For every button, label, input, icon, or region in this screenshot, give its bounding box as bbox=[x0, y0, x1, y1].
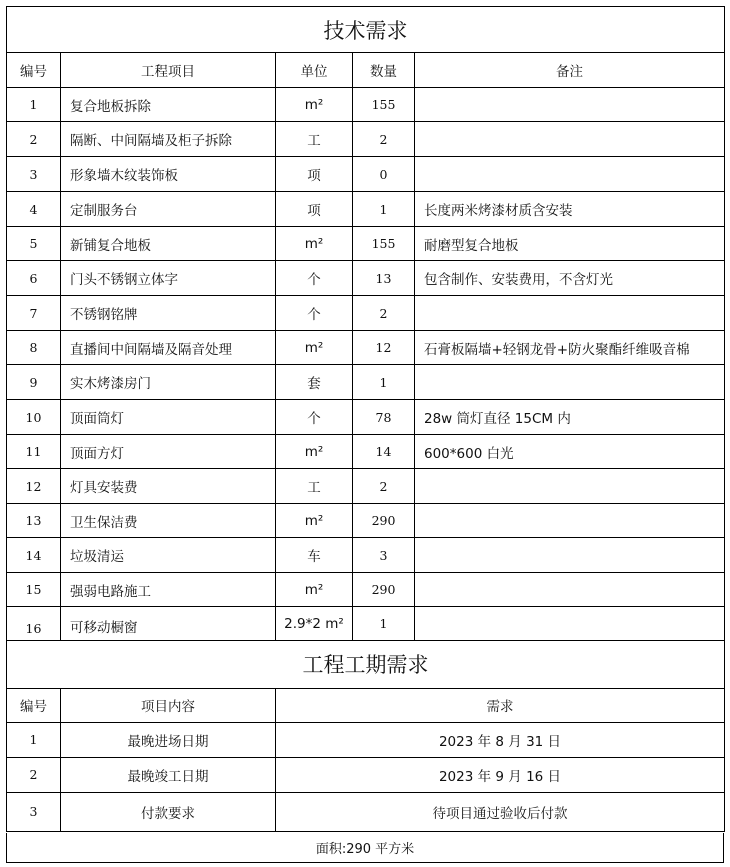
row-no: 13 bbox=[7, 504, 61, 538]
row-item: 卫生保洁费 bbox=[61, 504, 276, 538]
row-no: 7 bbox=[7, 296, 61, 331]
tech-row bbox=[7, 538, 725, 573]
row-item: 可移动橱窗 bbox=[61, 607, 276, 641]
row-note: 石膏板隔墙+轻钢龙骨+防火聚酯纤维吸音棉 bbox=[415, 331, 725, 365]
row-no: 11 bbox=[7, 435, 61, 469]
row-unit: 车 bbox=[276, 538, 353, 573]
row-qty: 2 bbox=[353, 469, 415, 504]
header-no: 编号 bbox=[7, 53, 61, 88]
row-item: 直播间中间隔墙及隔音处理 bbox=[61, 331, 276, 365]
tech-row bbox=[7, 192, 725, 227]
row-item: 强弱电路施工 bbox=[61, 573, 276, 607]
row-no: 15 bbox=[7, 573, 61, 607]
row-unit: 个 bbox=[276, 296, 353, 331]
row-note: 28w 筒灯直径 15CM 内 bbox=[415, 400, 725, 435]
tech-row bbox=[7, 400, 725, 435]
row-no: 3 bbox=[7, 157, 61, 192]
row-unit: 套 bbox=[276, 365, 353, 400]
row-qty: 290 bbox=[353, 573, 415, 607]
row-qty: 2 bbox=[353, 296, 415, 331]
row-note: 长度两米烤漆材质含安装 bbox=[415, 192, 725, 227]
row-unit: 项 bbox=[276, 157, 353, 192]
row-note: 包含制作、安装费用，不含灯光 bbox=[415, 261, 725, 296]
schedule-row-no: 3 bbox=[7, 792, 61, 831]
row-no: 14 bbox=[7, 538, 61, 573]
tech-row bbox=[7, 607, 725, 641]
tech-row bbox=[7, 504, 725, 538]
row-unit: 个 bbox=[276, 400, 353, 435]
schedule-row-req: 待项目通过验收后付款 bbox=[276, 792, 725, 831]
row-no: 12 bbox=[7, 469, 61, 504]
row-no: 5 bbox=[7, 227, 61, 261]
header-qty: 数量 bbox=[353, 53, 415, 88]
tech-title: 技术需求 bbox=[7, 7, 725, 53]
row-unit: 个 bbox=[276, 261, 353, 296]
schedule-row bbox=[7, 722, 725, 757]
schedule-rows bbox=[7, 722, 725, 831]
schedule-row-item: 最晚竣工日期 bbox=[61, 757, 276, 792]
row-qty: 78 bbox=[353, 400, 415, 435]
row-unit: m² bbox=[276, 331, 353, 365]
row-note bbox=[415, 573, 725, 607]
row-note bbox=[415, 365, 725, 400]
row-qty: 1 bbox=[353, 365, 415, 400]
row-note: 耐磨型复合地板 bbox=[415, 227, 725, 261]
row-qty: 14 bbox=[353, 435, 415, 469]
row-unit: m² bbox=[276, 227, 353, 261]
row-item: 形象墙木纹装饰板 bbox=[61, 157, 276, 192]
row-qty: 2 bbox=[353, 122, 415, 157]
schedule-header-req: 需求 bbox=[276, 688, 725, 722]
row-no: 2 bbox=[7, 122, 61, 157]
schedule-row-req: 2023 年 9 月 16 日 bbox=[276, 757, 725, 792]
row-no: 4 bbox=[7, 192, 61, 227]
row-unit: 项 bbox=[276, 192, 353, 227]
row-unit: m² bbox=[276, 573, 353, 607]
row-note bbox=[415, 122, 725, 157]
row-qty: 1 bbox=[353, 192, 415, 227]
row-qty: 155 bbox=[353, 227, 415, 261]
tech-row bbox=[7, 261, 725, 296]
row-qty: 0 bbox=[353, 157, 415, 192]
schedule-header-item: 项目内容 bbox=[61, 688, 276, 722]
row-unit: m² bbox=[276, 88, 353, 122]
tech-row bbox=[7, 365, 725, 400]
row-qty: 3 bbox=[353, 538, 415, 573]
tech-row bbox=[7, 122, 725, 157]
schedule-title: 工程工期需求 bbox=[7, 641, 725, 688]
tech-row bbox=[7, 157, 725, 192]
row-qty: 12 bbox=[353, 331, 415, 365]
schedule-header-no: 编号 bbox=[7, 688, 61, 722]
row-no: 1 bbox=[7, 88, 61, 122]
area-table bbox=[6, 833, 724, 863]
tech-row bbox=[7, 469, 725, 504]
header-item: 工程项目 bbox=[61, 53, 276, 88]
row-item: 不锈钢铭牌 bbox=[61, 296, 276, 331]
row-no: 9 bbox=[7, 365, 61, 400]
row-note: 600*600 白光 bbox=[415, 435, 725, 469]
header-note: 备注 bbox=[415, 53, 725, 88]
row-unit: 工 bbox=[276, 122, 353, 157]
row-item: 垃圾清运 bbox=[61, 538, 276, 573]
row-note bbox=[415, 607, 725, 641]
row-item: 定制服务台 bbox=[61, 192, 276, 227]
header-unit: 单位 bbox=[276, 53, 353, 88]
schedule-row-item: 最晚进场日期 bbox=[61, 722, 276, 757]
schedule-row-item: 付款要求 bbox=[61, 792, 276, 831]
row-unit: m² bbox=[276, 504, 353, 538]
row-note bbox=[415, 157, 725, 192]
tech-row bbox=[7, 331, 725, 365]
row-qty: 155 bbox=[353, 88, 415, 122]
row-no: 16 bbox=[7, 607, 61, 641]
tech-row bbox=[7, 435, 725, 469]
row-no: 8 bbox=[7, 331, 61, 365]
row-note bbox=[415, 538, 725, 573]
row-unit: 2.9*2 m² bbox=[276, 607, 353, 641]
tech-row bbox=[7, 227, 725, 261]
row-no: 6 bbox=[7, 261, 61, 296]
row-unit: 工 bbox=[276, 469, 353, 504]
tech-row bbox=[7, 573, 725, 607]
row-item: 门头不锈钢立体字 bbox=[61, 261, 276, 296]
tech-row bbox=[7, 88, 725, 122]
row-note bbox=[415, 296, 725, 331]
row-item: 实木烤漆房门 bbox=[61, 365, 276, 400]
row-unit: m² bbox=[276, 435, 353, 469]
tech-rows bbox=[7, 88, 725, 641]
schedule-table bbox=[6, 641, 725, 832]
area-text: 面积:290 平方米 bbox=[7, 833, 724, 862]
schedule-row-no: 1 bbox=[7, 722, 61, 757]
row-qty: 1 bbox=[353, 607, 415, 641]
row-note bbox=[415, 504, 725, 538]
row-qty: 13 bbox=[353, 261, 415, 296]
schedule-row-no: 2 bbox=[7, 757, 61, 792]
row-item: 顶面方灯 bbox=[61, 435, 276, 469]
row-note bbox=[415, 469, 725, 504]
row-qty: 290 bbox=[353, 504, 415, 538]
schedule-row bbox=[7, 757, 725, 792]
schedule-row bbox=[7, 792, 725, 831]
row-note bbox=[415, 88, 725, 122]
tech-requirements-table bbox=[6, 6, 725, 641]
row-no: 10 bbox=[7, 400, 61, 435]
schedule-row-req: 2023 年 8 月 31 日 bbox=[276, 722, 725, 757]
tech-row bbox=[7, 296, 725, 331]
row-item: 新铺复合地板 bbox=[61, 227, 276, 261]
row-item: 复合地板拆除 bbox=[61, 88, 276, 122]
row-item: 灯具安装费 bbox=[61, 469, 276, 504]
row-item: 顶面筒灯 bbox=[61, 400, 276, 435]
row-item: 隔断、中间隔墙及柜子拆除 bbox=[61, 122, 276, 157]
